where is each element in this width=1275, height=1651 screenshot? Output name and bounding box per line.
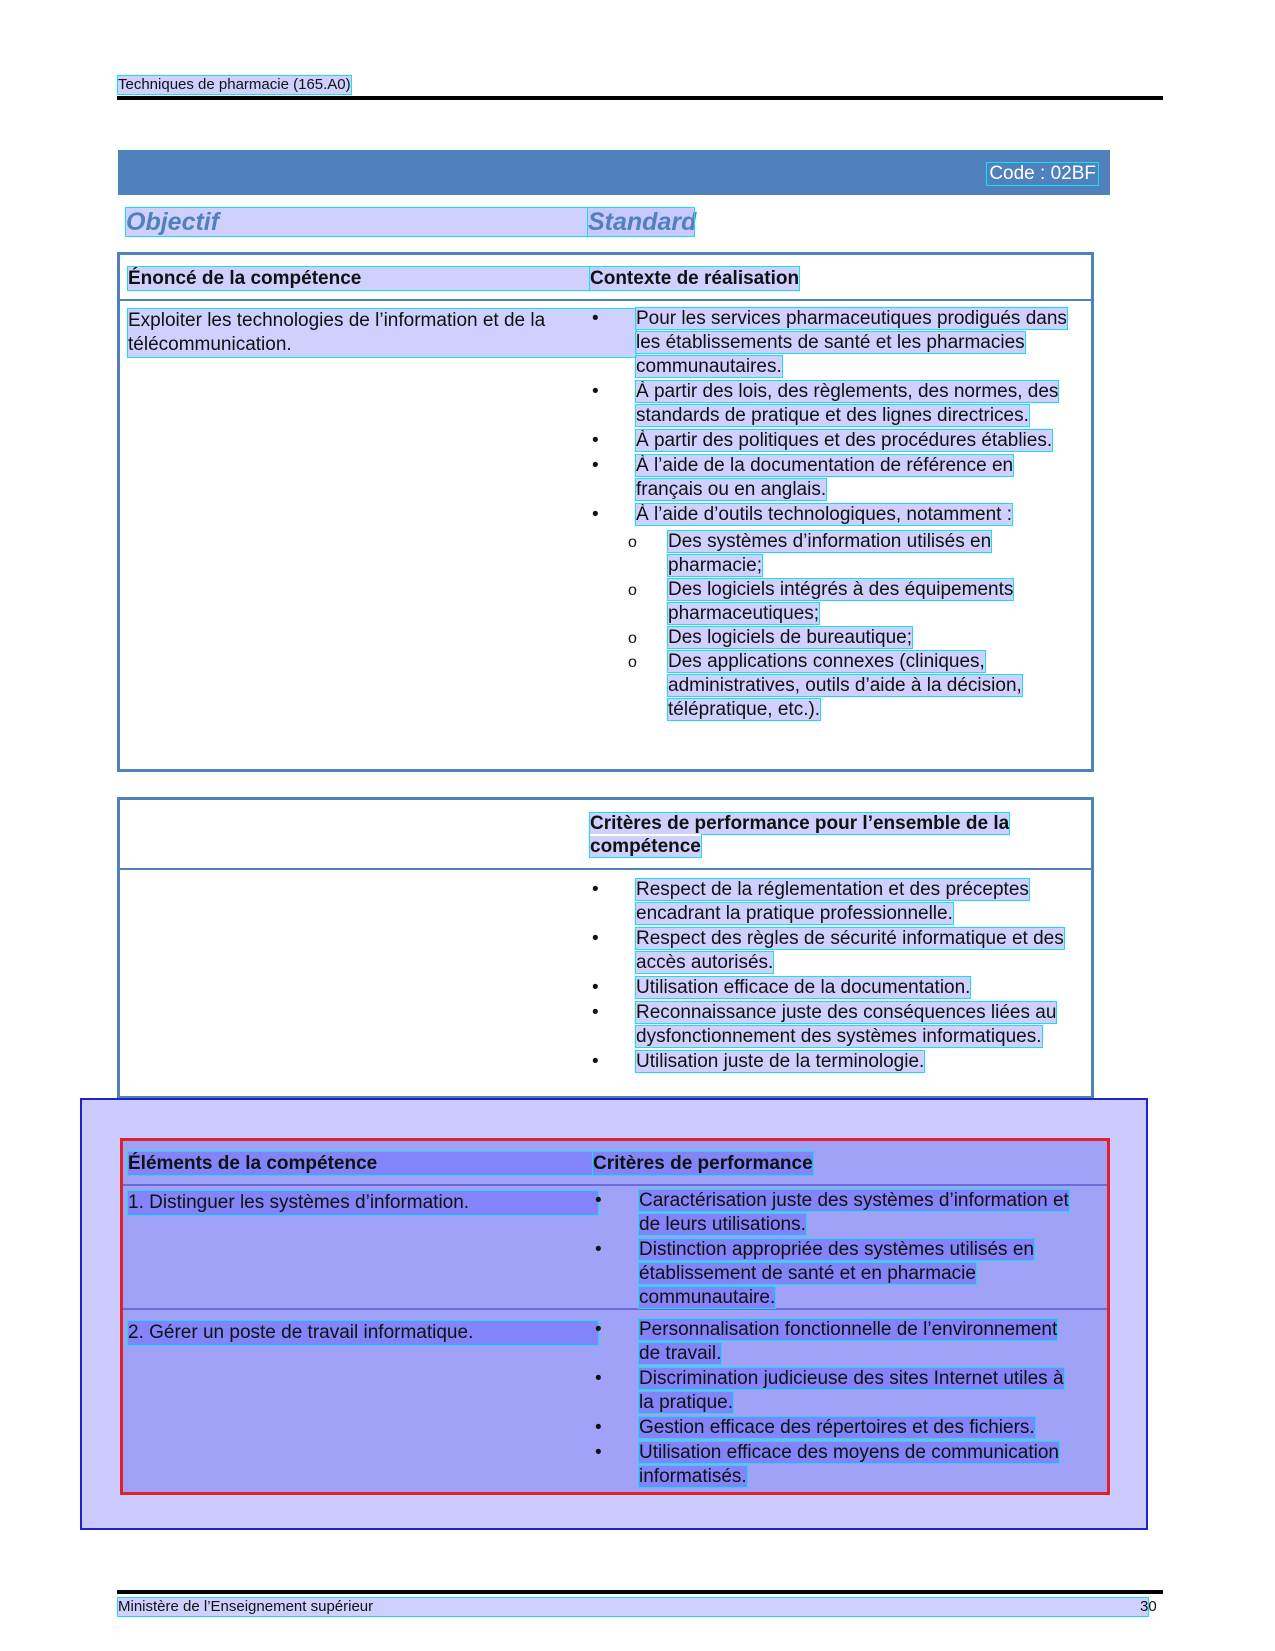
element-1: 1. Distinguer les systèmes d’information.	[128, 1191, 598, 1215]
contexte-item-text: À partir des politiques et des procédures établies.	[636, 430, 1053, 451]
criteres-header: Critères de performance	[593, 1153, 813, 1174]
critere-text: Utilisation juste de la terminologie.	[636, 1051, 925, 1072]
standard-heading-band	[588, 208, 697, 236]
critere-text: Discrimination judicieuse des sites Internet utiles à la pratique.	[639, 1368, 1064, 1413]
competency-code: Code : 02BF	[989, 163, 1096, 184]
code-bar	[118, 150, 1110, 195]
bullet-marker: •	[595, 1442, 602, 1463]
bullet-marker: •	[592, 928, 599, 949]
elements-table	[120, 1138, 1110, 1495]
enonce-header: Énoncé de la compétence	[128, 267, 598, 290]
list-item	[595, 1318, 1073, 1366]
outil-item-text: Des logiciels de bureautique;	[668, 627, 912, 648]
contexte-item-text: Pour les services pharmaceutiques prodigués dans les établissements de santé et les pharmacies communautaires.	[636, 308, 1067, 377]
bullet-marker: •	[592, 977, 599, 998]
contexte-list	[592, 307, 1082, 722]
bullet-marker: •	[595, 1319, 602, 1340]
table-row-divider	[120, 868, 1091, 870]
objectif-heading: Objectif	[126, 208, 220, 236]
table-row-divider	[120, 299, 1091, 301]
list-item	[595, 1367, 1073, 1415]
element-2: 2. Gérer un poste de travail informatique.	[128, 1321, 598, 1345]
list-item	[595, 1416, 1073, 1440]
criteres-ensemble-table	[117, 797, 1094, 1099]
standard-heading: Standard	[588, 208, 697, 236]
header-divider	[117, 96, 1163, 100]
bullet-marker: •	[592, 504, 599, 525]
list-item	[592, 650, 1082, 722]
bullet-marker: •	[592, 879, 599, 900]
elements-header: Éléments de la compétence	[128, 1152, 598, 1175]
element-2-criteres	[595, 1318, 1073, 1490]
sub-bullet-marker: o	[628, 534, 637, 551]
bullet-marker: •	[595, 1239, 602, 1260]
list-item	[592, 454, 1082, 502]
outil-item-text: Des applications connexes (cliniques, administratives, outils d’aide à la décision, télépratique, etc.).	[668, 651, 1022, 720]
footer-divider	[117, 1590, 1163, 1594]
contexte-item-text: À l’aide d’outils technologiques, notamment :	[636, 504, 1013, 525]
list-item	[592, 878, 1082, 926]
list-item	[595, 1238, 1073, 1310]
list-item	[592, 626, 1082, 650]
list-item	[592, 503, 1082, 527]
critere-text: Utilisation efficace de la documentation.	[636, 977, 971, 998]
criteres-ensemble-header-text: Critères de performance pour l’ensemble de la compétence	[590, 813, 1010, 857]
list-item	[592, 1001, 1082, 1049]
bullet-marker: •	[595, 1190, 602, 1211]
page-number: 30	[1140, 1598, 1157, 1615]
critere-text: Respect des règles de sécurité informatique et des accès autorisés.	[636, 928, 1064, 973]
list-item	[592, 429, 1082, 453]
critere-text: Caractérisation juste des systèmes d’information et de leurs utilisations.	[639, 1190, 1069, 1235]
bullet-marker: •	[592, 381, 599, 402]
contexte-item-text: À l’aide de la documentation de référence en français ou en anglais.	[636, 455, 1014, 500]
table-row-divider	[123, 1184, 1107, 1186]
sub-bullet-marker: o	[628, 630, 637, 647]
outil-item-text: Des logiciels intégrés à des équipements pharmaceutiques;	[668, 579, 1014, 624]
bullet-marker: •	[592, 1051, 599, 1072]
list-item	[592, 927, 1082, 975]
document-header-title: Techniques de pharmacie (165.A0)	[118, 76, 351, 93]
list-item	[592, 380, 1082, 428]
criteres-ensemble-header	[590, 812, 1060, 858]
bullet-marker: •	[595, 1368, 602, 1389]
list-item	[592, 1050, 1082, 1074]
critere-text: Personnalisation fonctionnelle de l’environnement de travail.	[639, 1319, 1058, 1364]
list-item	[592, 578, 1082, 626]
list-item	[592, 307, 1082, 379]
bullet-marker: •	[592, 430, 599, 451]
contexte-header: Contexte de réalisation	[590, 268, 800, 289]
list-item	[592, 976, 1082, 1000]
critere-text: Reconnaissance juste des conséquences liées au dysfonctionnement des systèmes informatiques.	[636, 1002, 1057, 1047]
competence-table	[117, 252, 1094, 772]
sub-bullet-marker: o	[628, 654, 637, 671]
bullet-marker: •	[592, 308, 599, 329]
enonce-text: Exploiter les technologies de l’information et de la télécommunication.	[128, 309, 636, 357]
critere-text: Utilisation efficace des moyens de communication informatisés.	[639, 1442, 1059, 1487]
critere-text: Distinction appropriée des systèmes utilisés en établissement de santé et en pharmacie communautaire.	[639, 1239, 1034, 1308]
outil-item-text: Des systèmes d’information utilisés en pharmacie;	[668, 531, 992, 576]
list-item	[595, 1441, 1073, 1489]
criteres-ensemble-list	[592, 878, 1082, 1075]
bullet-marker: •	[592, 455, 599, 476]
sub-bullet-marker: o	[628, 582, 637, 599]
bullet-marker: •	[595, 1417, 602, 1438]
critere-text: Respect de la réglementation et des préceptes encadrant la pratique professionnelle.	[636, 879, 1029, 924]
critere-text: Gestion efficace des répertoires et des fichiers.	[639, 1417, 1035, 1438]
list-item	[595, 1189, 1073, 1237]
list-item	[592, 530, 1082, 578]
contexte-item-text: À partir des lois, des règlements, des normes, des standards de pratique et des lignes directrices.	[636, 381, 1059, 426]
element-1-criteres	[595, 1189, 1073, 1311]
footer-ministry: Ministère de l’Enseignement supérieur	[118, 1598, 1148, 1616]
bullet-marker: •	[592, 1002, 599, 1023]
